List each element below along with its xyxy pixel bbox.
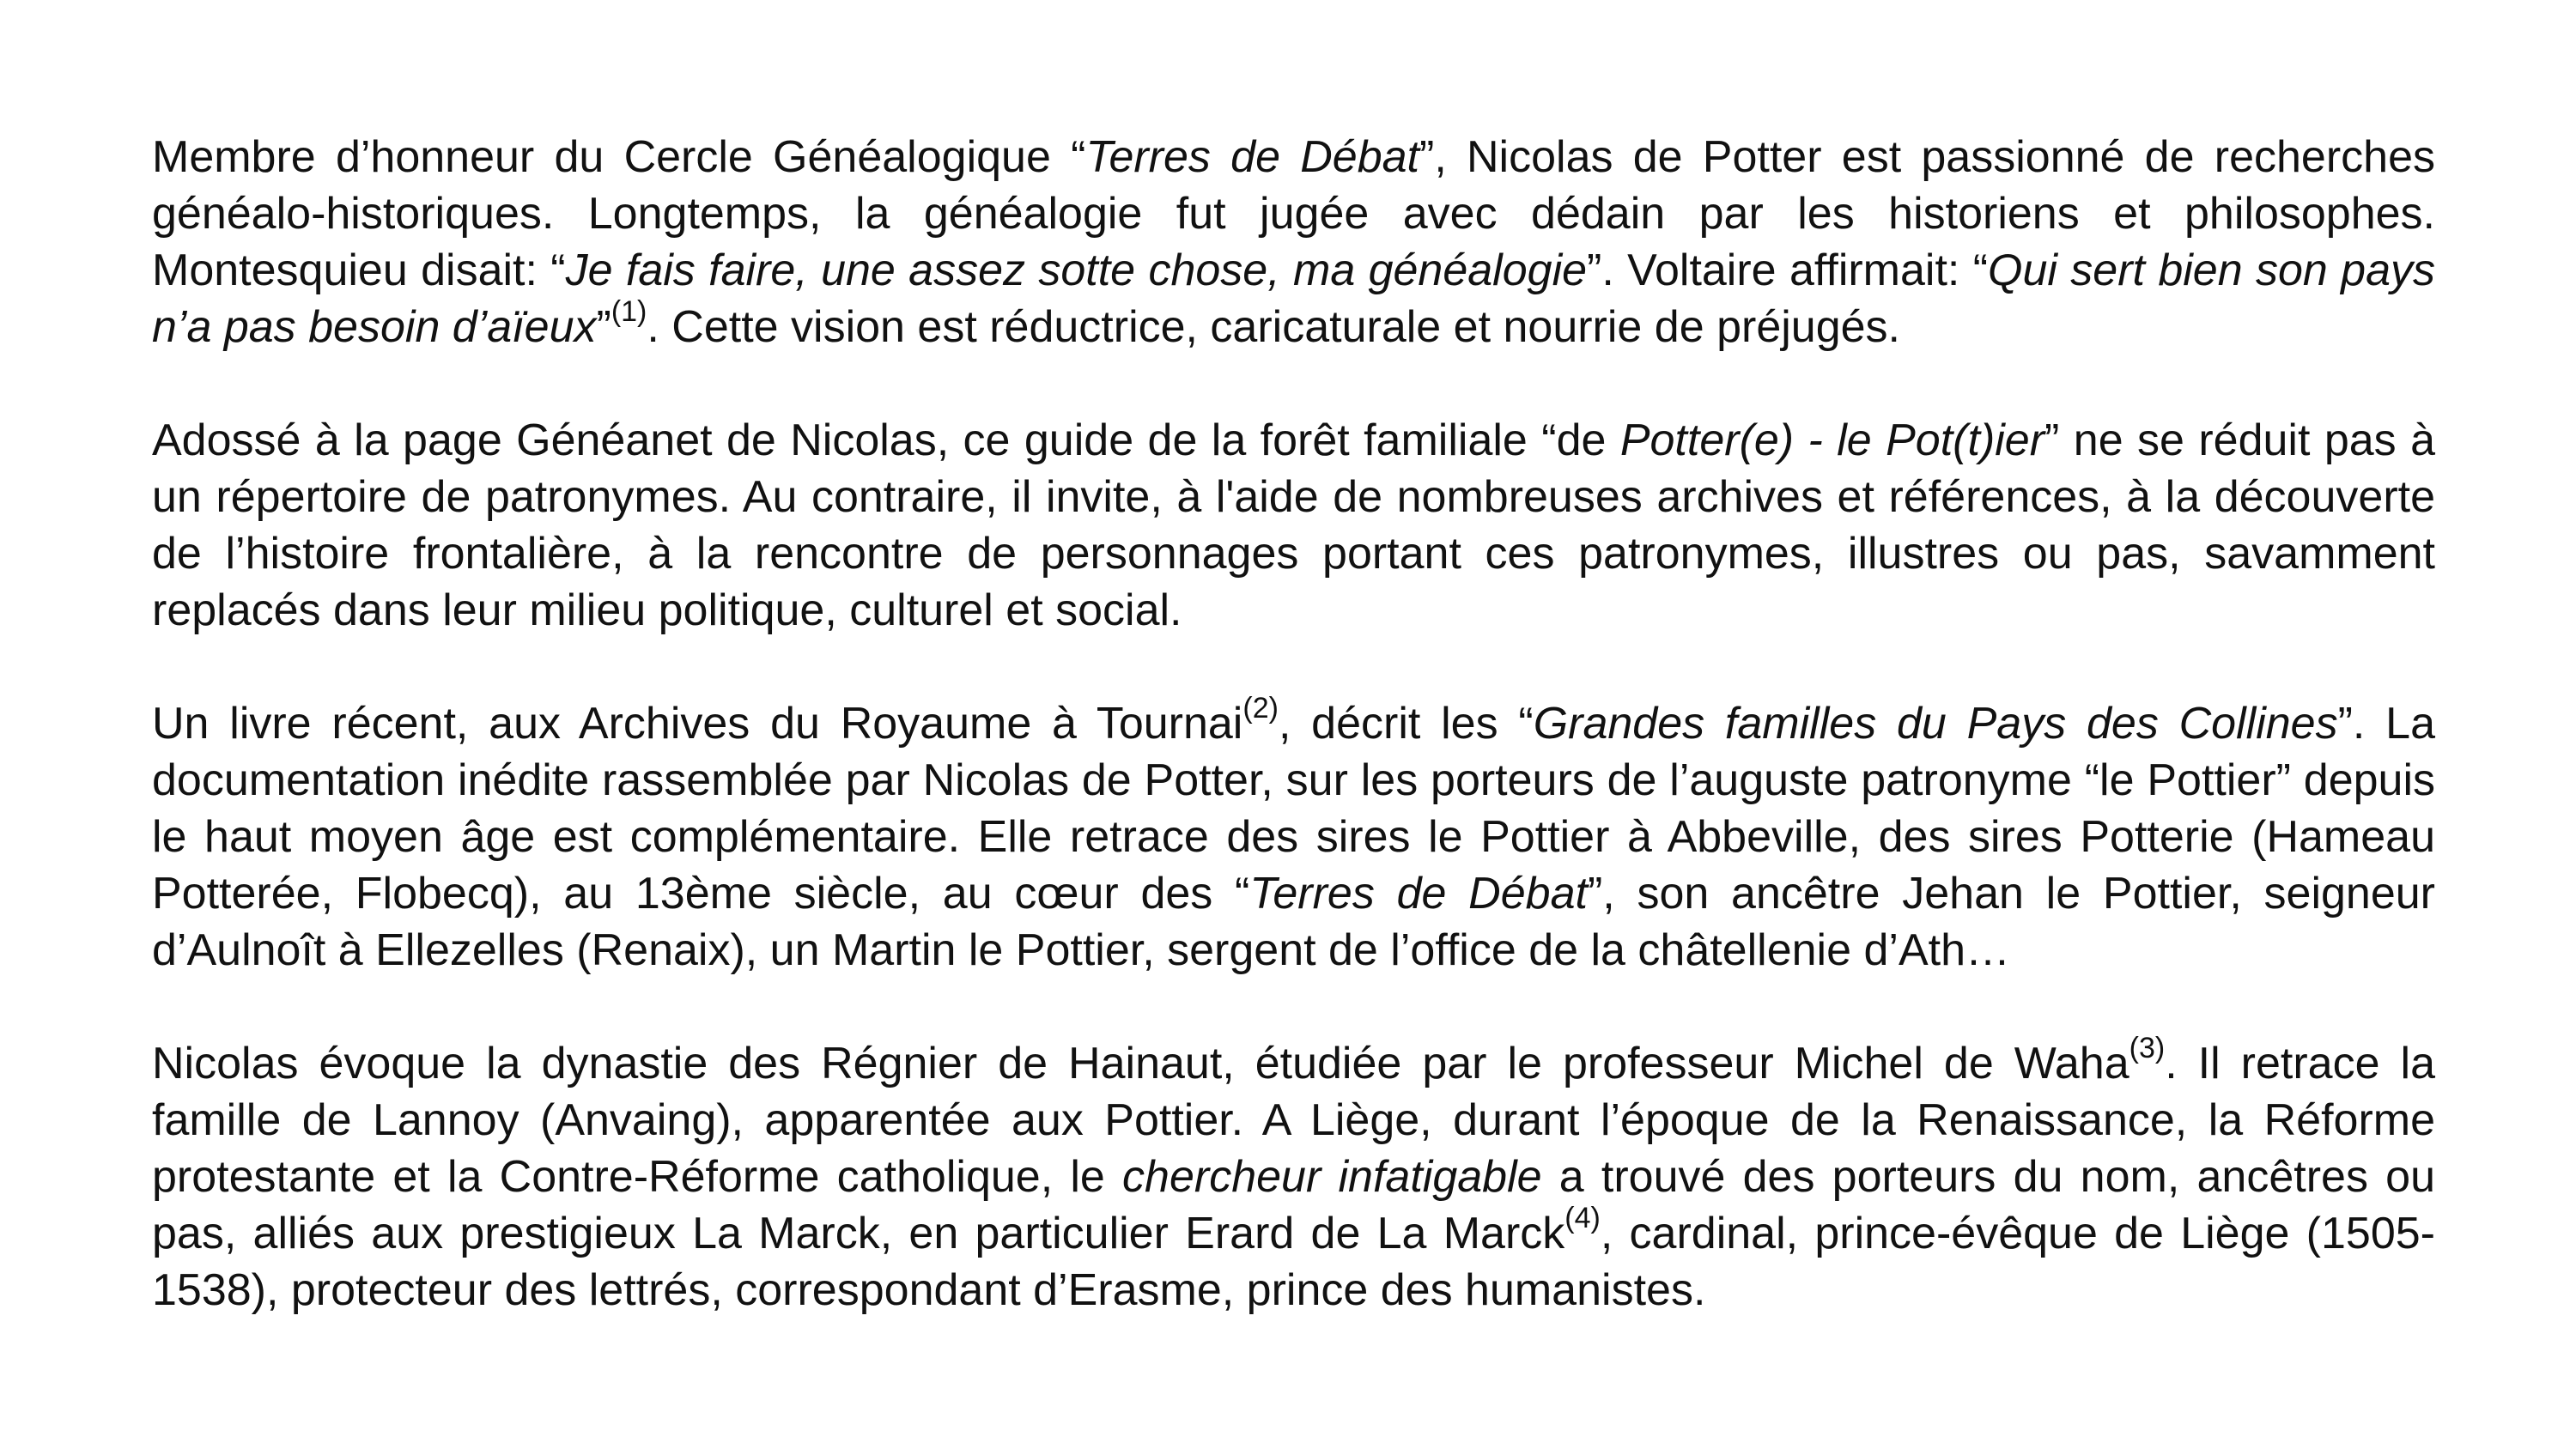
text-run: ” ne se réduit pas à un répertoire de patronymes. Au contraire, il invite, à l'aide de nombreuses archives et références, à la découverte de l’histoire frontalière, à la rencontre de personnages portant ces patronymes, illustres ou pas, savamment replacés dans leur milieu politique, culturel et social.: [152, 415, 2435, 635]
document-page: [152, 129, 2435, 1319]
italic-quote: Qui sert bien son pays n’a pas besoin d’aïeux: [152, 246, 2436, 352]
text-run: Membre d’honneur du Cercle Généalogique “: [152, 132, 1086, 182]
italic-title: Terres de Débat: [1085, 132, 1419, 182]
italic-title: Terres de Débat: [1249, 869, 1588, 919]
text-run: Un livre récent, aux Archives du Royaume à Tournai: [152, 699, 1243, 749]
footnote-ref-3: (3): [2129, 1031, 2166, 1064]
italic-book-title: Grandes familles du Pays des Collines: [1533, 699, 2338, 749]
text-run: , cardinal, prince-évêque de Liège (1505-1538), protecteur des lettrés, correspondant d’Erasme, prince des humanistes.: [152, 1209, 2435, 1315]
footnote-ref-2: (2): [1242, 691, 1279, 724]
paragraph-4: [152, 1031, 2435, 1319]
text-run: ”, son ancêtre Jehan le Pottier, seigneur d’Aulnoît à Ellezelles (Renaix), un Martin le Pottier, sergent de l’office de la châtellenie d’Ath…: [152, 869, 2435, 975]
text-run: ”. La documentation inédite rassemblée par Nicolas de Potter, sur les porteurs de l’auguste patronyme “le Pottier” depuis le haut moyen âge est complémentaire. Elle retrace des sires le Pottier à Abbeville, des sires Potterie (Hameau Potterée, Flobecq), au 13ème siècle, au cœur des “: [152, 699, 2436, 919]
italic-phrase: chercheur infatigable: [1122, 1152, 1542, 1202]
italic-family-name: Potter(e) - le Pot(t)ier: [1619, 415, 2045, 465]
text-run: ”: [596, 302, 611, 352]
paragraph-2: [152, 412, 2435, 639]
text-run: . Cette vision est réductrice, caricaturale et nourrie de préjugés.: [647, 302, 1900, 352]
text-run: , décrit les “: [1278, 699, 1534, 749]
text-run: a trouvé des porteurs du nom, ancêtres ou pas, alliés aux prestigieux La Marck, en particulier Erard de La Marck: [152, 1152, 2435, 1258]
text-run: . Il retrace la famille de Lannoy (Anvaing), apparentée aux Pottier. A Liège, durant l’époque de la Renaissance, la Réforme protestante et la Contre-Réforme catholique, le: [152, 1039, 2435, 1202]
text-run: ”, Nicolas de Potter est passionné de recherches généalo-historiques. Longtemps, la généalogie fut jugée avec dédain par les historiens et philosophes. Montesquieu disait: “: [152, 132, 2435, 295]
italic-quote: Je fais faire, une assez sotte chose, ma généalogie: [565, 246, 1588, 295]
text-run: Nicolas évoque la dynastie des Régnier de Hainaut, étudiée par le professeur Michel de Waha: [152, 1039, 2129, 1088]
text-run: Adossé à la page Généanet de Nicolas, ce guide de la forêt familiale “de: [152, 415, 1620, 465]
paragraph-3: [152, 691, 2436, 979]
paragraph-1: [152, 129, 2435, 355]
footnote-ref-4: (4): [1564, 1201, 1601, 1234]
text-run: ”. Voltaire affirmait: “: [1587, 246, 1989, 295]
footnote-ref-1: (1): [611, 294, 647, 328]
